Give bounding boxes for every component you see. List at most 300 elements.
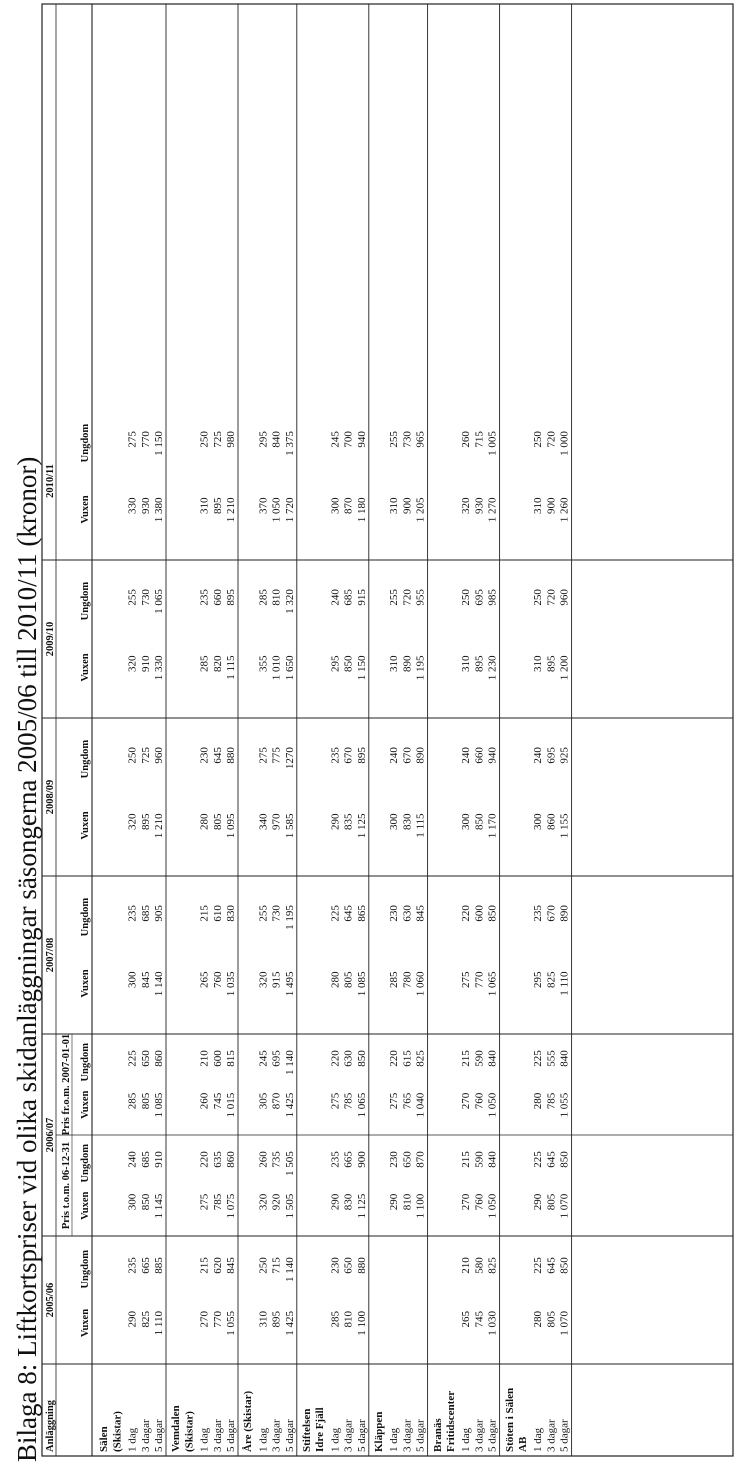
price-cell: 760	[211, 971, 224, 988]
price-cell: 1 040	[414, 1092, 427, 1118]
price-cell: 1 110	[153, 1311, 165, 1336]
price-cell: 895	[139, 813, 152, 830]
price-cell: 635	[211, 1151, 224, 1168]
duration-label: 3 dagar	[473, 1419, 486, 1452]
price-cell: 650	[139, 1050, 152, 1067]
price-cell: 250	[198, 431, 211, 448]
header-vuxen: Vuxen	[80, 495, 91, 524]
price-cell: 330	[126, 497, 139, 514]
season-header: 2009/10	[45, 621, 56, 657]
price-cell: 1 260	[558, 497, 571, 523]
season-header: 2006/07	[45, 1117, 56, 1153]
header-ungdom: Ungdom	[80, 423, 91, 463]
price-cell: 600	[473, 905, 486, 922]
duration-label: 1 dag	[126, 1427, 139, 1452]
price-cell: 725	[139, 747, 152, 764]
price-cell: 235	[532, 905, 545, 922]
price-cell: 255	[257, 905, 270, 922]
price-cell: 745	[473, 1311, 486, 1328]
price-cell: 240	[126, 1151, 139, 1168]
price-cell: 715	[270, 1257, 283, 1274]
duration-label: 5 dagar	[355, 1419, 368, 1452]
price-cell: 275	[329, 1092, 342, 1110]
resort-name: Åre (Skistar)	[242, 1390, 255, 1452]
price-cell: 870	[342, 497, 355, 514]
price-cell: 215	[198, 1257, 211, 1274]
price-cell: 850	[473, 813, 486, 830]
price-cell: 255	[388, 431, 401, 448]
price-cell: 840	[486, 1050, 499, 1067]
price-cell: 275	[460, 971, 473, 988]
duration-label: 5 dagar	[414, 1419, 427, 1452]
price-cell: 830	[342, 1193, 355, 1211]
price-cell: 810	[401, 1193, 414, 1211]
duration-label: 3 dagar	[270, 1419, 283, 1452]
price-cell: 1 055	[558, 1092, 571, 1118]
price-cell: 310	[460, 655, 473, 672]
duration-label: 1 dag	[257, 1427, 270, 1452]
price-cell: 620	[211, 1257, 224, 1274]
price-cell: 270	[460, 1092, 473, 1110]
price-cell: 290	[532, 1193, 545, 1211]
price-cell: 720	[401, 589, 414, 606]
price-cell: 320	[257, 971, 270, 988]
price-cell: 785	[211, 1193, 224, 1211]
price-cell: 785	[545, 1092, 558, 1110]
season-header: 2005/06	[45, 1282, 56, 1318]
price-cell: 770	[211, 1311, 224, 1328]
price-cell: 830	[225, 905, 237, 922]
price-cell: 660	[473, 747, 486, 764]
price-cell: 240	[532, 747, 545, 764]
price-cell: 900	[545, 497, 558, 514]
price-cell: 275	[126, 431, 139, 448]
price-cell: 280	[532, 1311, 545, 1328]
price-cell: 1 200	[558, 655, 571, 681]
price-cell: 255	[126, 589, 139, 606]
price-cell: 860	[225, 1151, 237, 1168]
header-ungdom: Ungdom	[80, 897, 91, 937]
price-cell: 785	[342, 1092, 355, 1110]
price-cell: 275	[388, 1092, 401, 1110]
price-cell: 985	[486, 589, 499, 606]
price-cell: 1 270	[486, 497, 499, 523]
price-cell: 290	[329, 1193, 342, 1211]
price-cell: 320	[126, 813, 139, 830]
price-cell: 215	[460, 1151, 473, 1168]
price-cell: 1 085	[153, 1092, 165, 1118]
price-cell: 235	[329, 747, 342, 764]
price-cell: 1 380	[153, 497, 165, 523]
price-cell: 835	[342, 813, 355, 830]
price-cell: 1 210	[225, 497, 237, 523]
price-cell: 210	[460, 1257, 473, 1274]
price-cell: 820	[211, 655, 224, 672]
header-ungdom: Ungdom	[80, 1043, 91, 1082]
price-cell: 920	[270, 1193, 283, 1211]
duration-label: 3 dagar	[401, 1419, 414, 1452]
price-cell: 670	[401, 747, 414, 764]
price-cell: 1 070	[558, 1193, 571, 1219]
price-cell: 1 125	[355, 1193, 368, 1219]
price-cell: 1 115	[225, 655, 237, 680]
price-cell: 1 320	[283, 589, 296, 614]
price-cell: 865	[355, 905, 368, 922]
price-cell: 1 195	[414, 655, 427, 681]
price-cell: 895	[473, 655, 486, 672]
price-cell: 930	[473, 497, 486, 514]
price-cell: 870	[414, 1151, 427, 1168]
duration-label: 3 dagar	[545, 1419, 558, 1452]
price-cell: 1 055	[225, 1311, 237, 1336]
resort-name: Branäs	[431, 1418, 444, 1452]
price-cell: 860	[153, 1050, 165, 1067]
price-cell: 1 230	[486, 655, 499, 681]
price-cell: 915	[355, 589, 368, 606]
resort-name: AB	[517, 1436, 529, 1452]
price-cell: 1 125	[355, 813, 368, 839]
price-cell: 645	[545, 1257, 558, 1274]
price-cell: 1 050	[486, 1092, 499, 1118]
price-cell: 225	[532, 1050, 545, 1067]
price-cell: 700	[342, 431, 355, 448]
price-cell: 370	[257, 497, 270, 514]
price-cell: 630	[401, 905, 414, 922]
price-cell: 685	[139, 1151, 152, 1168]
price-cell: 825	[486, 1257, 499, 1274]
price-cell: 1 005	[486, 431, 499, 456]
price-cell: 285	[388, 971, 401, 988]
duration-label: 5 dagar	[486, 1419, 499, 1452]
price-cell: 215	[460, 1050, 473, 1067]
price-cell: 810	[342, 1311, 355, 1328]
price-cell: 1 015	[225, 1092, 237, 1118]
price-cell: 940	[355, 431, 368, 448]
price-cell: 1 210	[153, 813, 165, 839]
price-cell: 1 650	[283, 655, 296, 681]
header-anlaggning: Anläggning	[45, 1400, 56, 1452]
resort-name: (Skistar)	[111, 1411, 124, 1452]
price-cell: 245	[329, 431, 342, 448]
price-cell: 275	[257, 747, 270, 764]
price-cell: 900	[355, 1151, 368, 1168]
header-ungdom: Ungdom	[80, 739, 91, 779]
price-cell: 960	[153, 747, 165, 764]
price-cell: 285	[257, 589, 270, 606]
price-cell: 220	[460, 905, 473, 922]
header-ungdom: Ungdom	[80, 1144, 91, 1183]
price-cell: 650	[401, 1151, 414, 1168]
price-cell: 225	[532, 1257, 545, 1274]
price-cell: 760	[473, 1092, 486, 1110]
header-vuxen: Vuxen	[80, 1090, 91, 1119]
price-cell: 340	[257, 813, 270, 830]
price-cell: 320	[257, 1193, 270, 1211]
price-cell: 650	[342, 1257, 355, 1274]
price-cell: 770	[473, 971, 486, 988]
price-cell: 1 065	[486, 971, 499, 997]
resort-name: Kläppen	[373, 1411, 385, 1452]
price-cell: 280	[198, 813, 211, 830]
price-cell: 930	[139, 497, 152, 514]
price-table	[42, 4, 733, 1456]
price-cell: 765	[401, 1092, 414, 1110]
price-cell: 805	[545, 1193, 558, 1211]
header-vuxen: Vuxen	[80, 653, 91, 682]
price-cell: 1 060	[414, 971, 427, 997]
price-cell: 860	[545, 813, 558, 830]
price-cell: 265	[460, 1311, 473, 1328]
price-cell: 745	[211, 1092, 224, 1110]
price-cell: 890	[401, 655, 414, 672]
price-cell: 300	[532, 813, 545, 830]
price-cell: 805	[342, 971, 355, 988]
header-vuxen: Vuxen	[80, 811, 91, 840]
duration-label: 3 dagar	[211, 1419, 224, 1452]
price-cell: 250	[532, 431, 545, 448]
price-cell: 890	[558, 905, 571, 922]
price-cell: 1 100	[355, 1311, 368, 1336]
price-cell: 320	[126, 655, 139, 672]
price-cell: 850	[558, 1257, 571, 1274]
price-cell: 850	[486, 905, 499, 922]
price-cell: 240	[329, 589, 342, 606]
price-cell: 695	[270, 1050, 283, 1067]
subperiod-header: Pris fr.o.m. 2007-01-01	[61, 1033, 72, 1136]
duration-label: 1 dag	[532, 1427, 545, 1452]
price-cell: 260	[460, 431, 473, 448]
price-cell: 910	[139, 655, 152, 672]
price-cell: 1 585	[283, 813, 296, 839]
price-cell: 1 110	[558, 971, 571, 996]
price-cell: 895	[211, 497, 224, 514]
price-cell: 290	[126, 1311, 139, 1328]
price-cell: 1 050	[270, 497, 283, 523]
resort-name: (Skistar)	[183, 1411, 196, 1452]
price-cell: 230	[388, 1151, 401, 1168]
header-vuxen: Vuxen	[80, 1191, 91, 1220]
price-cell: 685	[139, 905, 152, 922]
price-cell: 770	[139, 431, 152, 448]
price-cell: 225	[532, 1151, 545, 1168]
price-cell: 295	[532, 971, 545, 988]
price-cell: 735	[270, 1151, 283, 1168]
season-header: 2010/11	[45, 464, 56, 498]
price-cell: 815	[225, 1050, 237, 1067]
price-cell: 715	[473, 431, 486, 448]
price-cell: 305	[257, 1092, 270, 1110]
price-cell: 300	[388, 813, 401, 830]
price-cell: 225	[126, 1050, 139, 1067]
price-cell: 250	[257, 1257, 270, 1274]
price-cell: 1 140	[283, 1050, 296, 1076]
price-cell: 825	[545, 971, 558, 988]
price-cell: 280	[532, 1092, 545, 1110]
duration-label: 1 dag	[460, 1427, 473, 1452]
price-cell: 1 330	[153, 655, 165, 681]
price-cell: 290	[329, 813, 342, 830]
price-cell: 890	[414, 747, 427, 764]
price-cell: 615	[401, 1050, 414, 1067]
price-cell: 310	[388, 655, 401, 672]
price-cell: 230	[329, 1257, 342, 1274]
price-cell: 295	[257, 431, 270, 448]
price-cell: 645	[342, 905, 355, 922]
price-cell: 670	[545, 905, 558, 922]
price-cell: 925	[558, 747, 571, 764]
price-cell: 660	[211, 589, 224, 606]
price-cell: 275	[198, 1193, 211, 1211]
price-cell: 240	[460, 747, 473, 764]
price-cell: 310	[532, 497, 545, 514]
price-cell: 1 140	[153, 971, 165, 997]
price-cell: 895	[545, 655, 558, 672]
price-cell: 825	[414, 1050, 427, 1067]
price-cell: 960	[558, 589, 571, 606]
price-cell: 760	[473, 1193, 486, 1211]
price-cell: 230	[388, 905, 401, 922]
price-cell: 245	[257, 1050, 270, 1067]
price-cell: 900	[401, 497, 414, 514]
price-cell: 685	[342, 589, 355, 606]
price-cell: 720	[545, 589, 558, 606]
price-cell: 1 030	[486, 1311, 499, 1336]
price-cell: 210	[198, 1050, 211, 1067]
price-cell: 1 425	[283, 1311, 296, 1336]
header-ungdom: Ungdom	[80, 1250, 91, 1289]
price-cell: 300	[329, 497, 342, 514]
price-cell: 980	[225, 431, 237, 448]
price-cell: 250	[460, 589, 473, 606]
duration-label: 5 dagar	[558, 1419, 571, 1452]
price-cell: 310	[198, 497, 211, 514]
price-cell: 730	[270, 905, 283, 922]
price-cell: 285	[329, 1311, 342, 1328]
resort-name: Fritidscenter	[445, 1390, 457, 1452]
price-cell: 320	[460, 497, 473, 514]
price-cell: 250	[532, 589, 545, 606]
price-cell: 230	[198, 747, 211, 764]
price-cell: 1 095	[225, 813, 237, 839]
price-cell: 235	[329, 1151, 342, 1168]
price-cell: 250	[126, 747, 139, 764]
price-cell: 845	[225, 1257, 237, 1274]
price-cell: 725	[211, 431, 224, 448]
price-cell: 845	[139, 971, 152, 988]
season-header: 2008/09	[45, 779, 56, 815]
price-cell: 1 035	[225, 971, 237, 997]
price-cell: 895	[225, 589, 237, 606]
price-cell: 220	[388, 1050, 401, 1067]
duration-label: 3 dagar	[139, 1419, 152, 1452]
price-cell: 915	[270, 971, 283, 988]
price-cell: 240	[388, 747, 401, 764]
duration-label: 1 dag	[198, 1427, 211, 1452]
price-cell: 270	[198, 1311, 211, 1328]
duration-label: 5 dagar	[225, 1419, 237, 1452]
price-cell: 805	[211, 813, 224, 830]
price-cell: 645	[211, 747, 224, 764]
price-cell: 265	[198, 971, 211, 988]
duration-label: 3 dagar	[342, 1419, 355, 1452]
price-cell: 850	[355, 1050, 368, 1067]
price-cell: 880	[225, 747, 237, 764]
price-cell: 1 010	[270, 655, 283, 681]
price-cell: 295	[329, 655, 342, 672]
price-cell: 590	[473, 1151, 486, 1168]
table-frame	[42, 4, 733, 1456]
price-cell: 940	[486, 747, 499, 764]
price-cell: 220	[198, 1151, 211, 1168]
price-cell: 870	[270, 1092, 283, 1110]
price-cell: 1 425	[283, 1092, 296, 1118]
resort-name: Idre Fjäll	[314, 1407, 327, 1452]
duration-label: 5 dagar	[283, 1419, 296, 1452]
price-cell: 840	[486, 1151, 499, 1168]
header-vuxen: Vuxen	[80, 969, 91, 998]
price-cell: 1 375	[283, 431, 296, 456]
price-cell: 1 085	[355, 971, 368, 997]
duration-label: 5 dagar	[153, 1419, 165, 1452]
price-cell: 670	[342, 747, 355, 764]
resort-name: Sälen	[98, 1426, 111, 1452]
price-cell: 720	[545, 431, 558, 448]
duration-label: 1 dag	[329, 1427, 342, 1452]
price-cell: 1 070	[558, 1311, 571, 1336]
price-cell: 270	[460, 1193, 473, 1211]
price-cell: 300	[126, 971, 139, 988]
price-cell: 1 180	[355, 497, 368, 523]
price-cell: 1 140	[283, 1257, 296, 1283]
price-cell: 1 065	[153, 589, 165, 614]
price-cell: 285	[198, 655, 211, 672]
price-cell: 630	[342, 1050, 355, 1067]
price-cell: 285	[126, 1092, 139, 1110]
price-cell: 1 505	[283, 1151, 296, 1177]
price-cell: 580	[473, 1257, 486, 1274]
price-cell: 850	[139, 1193, 152, 1211]
header-ungdom: Ungdom	[80, 581, 91, 621]
price-cell: 220	[329, 1050, 342, 1067]
price-cell: 225	[329, 905, 342, 922]
price-cell: 590	[473, 1050, 486, 1067]
price-cell: 695	[545, 747, 558, 764]
price-cell: 1 155	[558, 813, 571, 839]
price-cell: 310	[257, 1311, 270, 1328]
page-title: Bilaga 8: Liftkortspriser vid olika skidanläggningar säsongerna 2005/06 till 2010/11 (kronor)	[12, 456, 42, 1462]
price-cell: 260	[198, 1092, 211, 1110]
price-cell: 665	[139, 1257, 152, 1274]
price-cell: 235	[126, 1257, 139, 1274]
price-cell: 905	[153, 905, 165, 922]
price-cell: 810	[270, 589, 283, 606]
price-cell: 665	[342, 1151, 355, 1168]
price-cell: 1 065	[355, 1092, 368, 1118]
price-cell: 300	[460, 813, 473, 830]
price-cell: 850	[342, 655, 355, 672]
price-cell: 310	[388, 497, 401, 514]
price-cell: 600	[211, 1050, 224, 1067]
price-cell: 1 205	[414, 497, 427, 523]
price-cell: 1 195	[283, 905, 296, 930]
price-cell: 255	[388, 589, 401, 606]
price-cell: 955	[414, 589, 427, 606]
price-cell: 840	[558, 1050, 571, 1067]
price-cell: 1 000	[558, 431, 571, 456]
price-cell: 1 170	[486, 813, 499, 839]
price-cell: 610	[211, 905, 224, 922]
price-cell: 645	[545, 1151, 558, 1168]
